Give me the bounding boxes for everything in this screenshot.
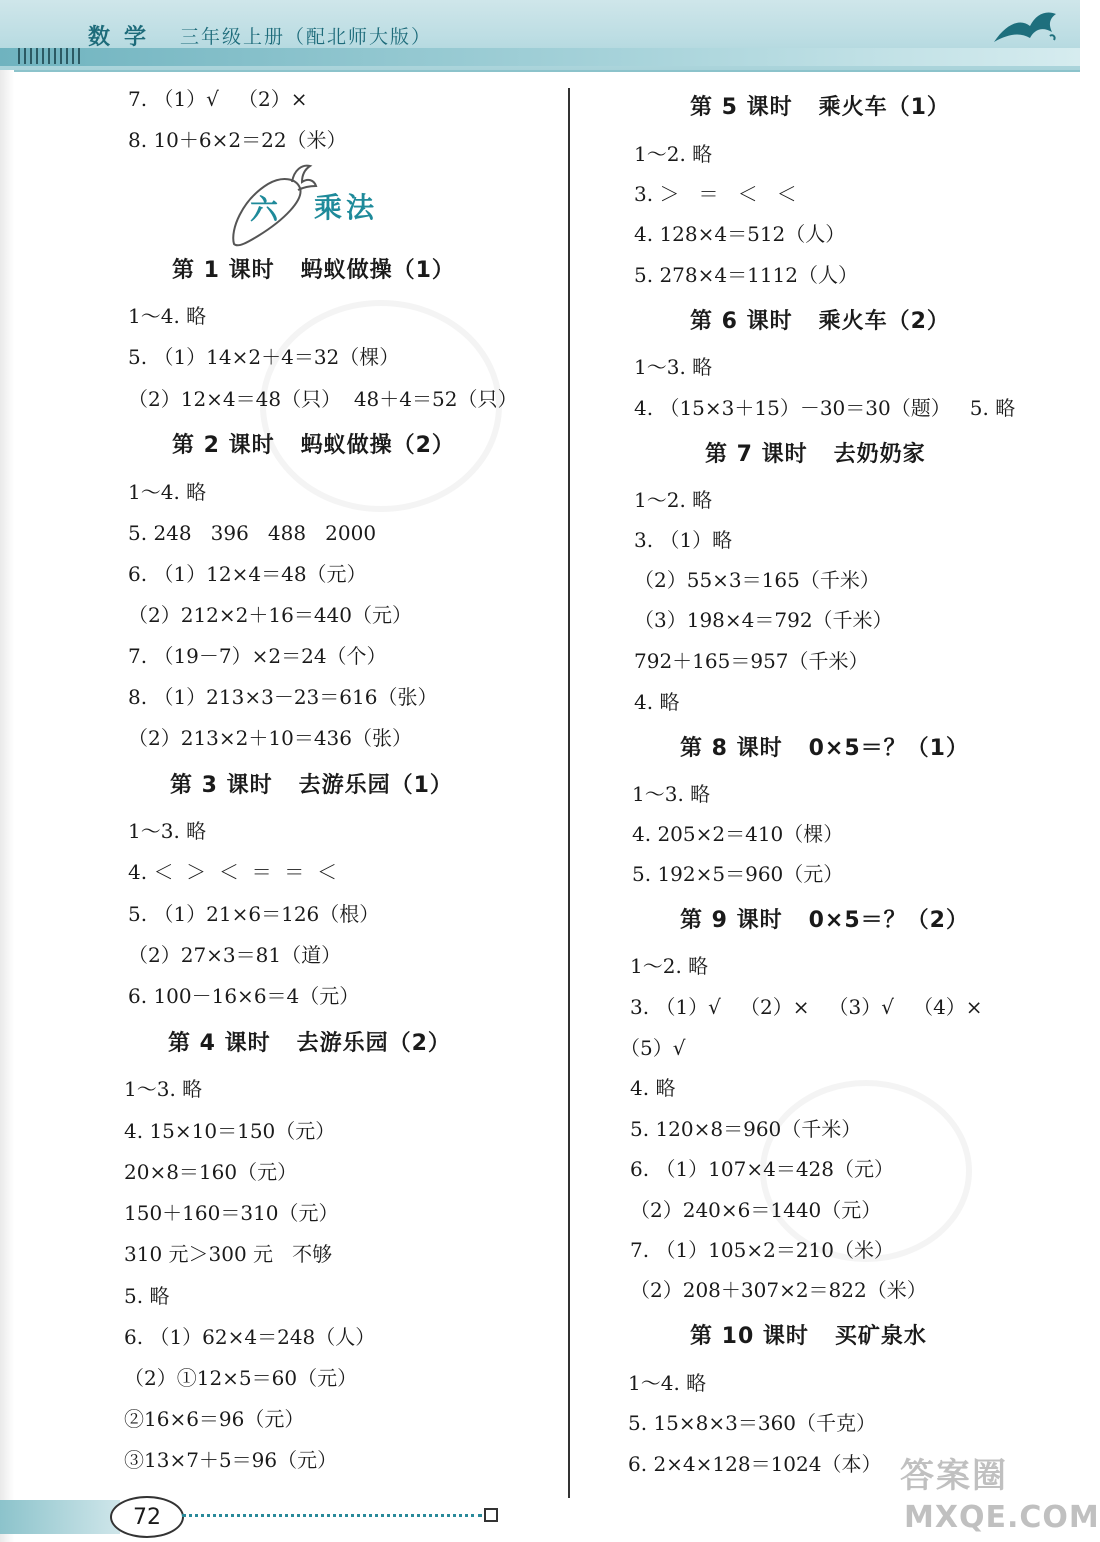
right-lesson-heading: 第 5 课时 乘火车（1） (690, 95, 950, 120)
page-header (0, 0, 1080, 72)
left-answer-line: （2）213×2＋10＝436（张） (128, 726, 413, 750)
left-lesson-heading: 第 4 课时 去游乐园（2） (168, 1031, 451, 1056)
left-answer-line: 8. （1）213×3－23＝616（张） (128, 685, 438, 709)
left-answer-line: （2）12×4＝48（只） 48＋4＝52（只） (128, 387, 518, 411)
right-answer-line: 5. 15×8×3＝360（千克） (628, 1411, 877, 1435)
page-number: 72 (110, 1496, 184, 1538)
left-lesson-heading: 第 3 课时 去游乐园（1） (170, 773, 453, 798)
right-lesson-heading: 第 7 课时 去奶奶家 (705, 442, 926, 467)
left-answer-line: 5. 248 396 488 2000 (128, 521, 377, 545)
right-lesson-heading: 第 6 课时 乘火车（2） (690, 309, 950, 334)
left-answer-line: 7. （19－7）×2＝24（个） (128, 644, 387, 668)
left-answer-line: 6. （1）12×4＝48（元） (128, 562, 367, 586)
right-answer-line: 6. 2×4×128＝1024（本） (628, 1452, 882, 1476)
left-answer-line: 150＋160＝310（元） (124, 1201, 339, 1225)
right-answer-line: 1～2. 略 (634, 488, 713, 512)
right-answer-line: （2）208＋307×2＝822（米） (630, 1278, 927, 1302)
left-answer-line: 5. 略 (124, 1284, 170, 1308)
right-answer-line: 1～2. 略 (630, 954, 709, 978)
right-answer-line: 5. 278×4＝1112（人） (634, 263, 858, 287)
left-answer-line: 310 元＞300 元 不够 (124, 1242, 333, 1266)
right-answer-line: 1～4. 略 (628, 1371, 707, 1395)
right-answer-line: 1～2. 略 (634, 142, 713, 166)
left-answer-line: 1～4. 略 (128, 304, 207, 328)
chapter-title: 乘法 (314, 191, 379, 224)
left-answer-line: （2）212×2＋16＝440（元） (128, 603, 413, 627)
left-answer-line: 4. 15×10＝150（元） (124, 1119, 336, 1143)
right-answer-line: 7. （1）105×2＝210（米） (630, 1238, 894, 1262)
right-lesson-heading: 第 8 课时 0×5＝？（1） (680, 736, 969, 761)
page-edge (0, 70, 14, 1542)
left-answer-line: 5. （1）21×6＝126（根） (128, 902, 380, 926)
right-answer-line: （5）√ (620, 1036, 686, 1060)
right-answer-line: 4. （15×3＋15）－30＝30（题） 5. 略 (634, 396, 1016, 420)
left-answer-line: 7. （1）√ （2）× (128, 87, 308, 111)
footer-square (484, 1508, 498, 1522)
left-answer-line: （2）27×3＝81（道） (128, 943, 342, 967)
footer-band (0, 1500, 120, 1534)
left-answer-line: 5. （1）14×2＋4＝32（棵） (128, 345, 400, 369)
left-answer-line: 20×8＝160（元） (124, 1160, 298, 1184)
right-answer-line: 1～3. 略 (634, 355, 713, 379)
right-answer-line: 4. 略 (634, 690, 680, 714)
left-answer-line: 1～3. 略 (124, 1077, 203, 1101)
right-answer-line: 6. （1）107×4＝428（元） (630, 1157, 894, 1181)
left-answer-line: 6. （1）62×4＝248（人） (124, 1325, 376, 1349)
column-divider (568, 88, 570, 1498)
header-title: 三年级上册（配北师大版） (180, 26, 433, 48)
right-answer-line: 5. 192×5＝960（元） (632, 862, 844, 886)
left-answer-line: 4. ＜ ＞ ＜ ＝ ＝ ＜ (128, 860, 338, 884)
right-lesson-heading: 第 9 课时 0×5＝？（2） (680, 908, 969, 933)
right-answer-line: 792＋165＝957（千米） (634, 649, 869, 673)
chapter-number: 六 (250, 193, 279, 226)
right-answer-line: 4. 205×2＝410（棵） (632, 822, 844, 846)
right-answer-line: （2）55×3＝165（千米） (634, 568, 880, 592)
footer-dots (182, 1514, 482, 1519)
right-answer-line: 4. 略 (630, 1076, 676, 1100)
left-answer-line: 1～3. 略 (128, 819, 207, 843)
left-answer-line: （2）①12×5＝60（元） (124, 1366, 358, 1390)
right-answer-line: 3. （1）略 (634, 528, 733, 552)
left-answer-line: 1～4. 略 (128, 480, 207, 504)
right-answer-line: （3）198×4＝792（千米） (634, 608, 893, 632)
left-answer-line: ②16×6＝96（元） (124, 1407, 305, 1431)
right-answer-line: 3. （1）√ （2）× （3）√ （4）× (630, 995, 983, 1019)
right-answer-line: 4. 128×4＝512（人） (634, 222, 846, 246)
left-lesson-heading: 第 1 课时 蚂蚁做操（1） (172, 258, 455, 283)
left-answer-line: 8. 10＋6×2＝22（米） (128, 128, 347, 152)
right-answer-line: 1～3. 略 (632, 782, 711, 806)
right-answer-line: （2）240×6＝1440（元） (630, 1198, 882, 1222)
left-answer-line: ③13×7＋5＝96（元） (124, 1448, 338, 1472)
watermark-brand: 答案圈 (900, 1456, 1008, 1496)
header-band (0, 48, 1080, 66)
wave-icon (990, 4, 1060, 48)
watermark-url: MXQE.COM (904, 1500, 1100, 1535)
left-answer-line: 6. 100－16×6＝4（元） (128, 984, 360, 1008)
right-answer-line: 3. ＞ ＝ ＜ ＜ (634, 182, 797, 206)
left-lesson-heading: 第 2 课时 蚂蚁做操（2） (172, 433, 455, 458)
header-subject: 数学 (88, 25, 161, 50)
header-stripes (18, 48, 84, 64)
right-answer-line: 5. 120×8＝960（千米） (630, 1117, 862, 1141)
right-lesson-heading: 第 10 课时 买矿泉水 (690, 1324, 927, 1349)
